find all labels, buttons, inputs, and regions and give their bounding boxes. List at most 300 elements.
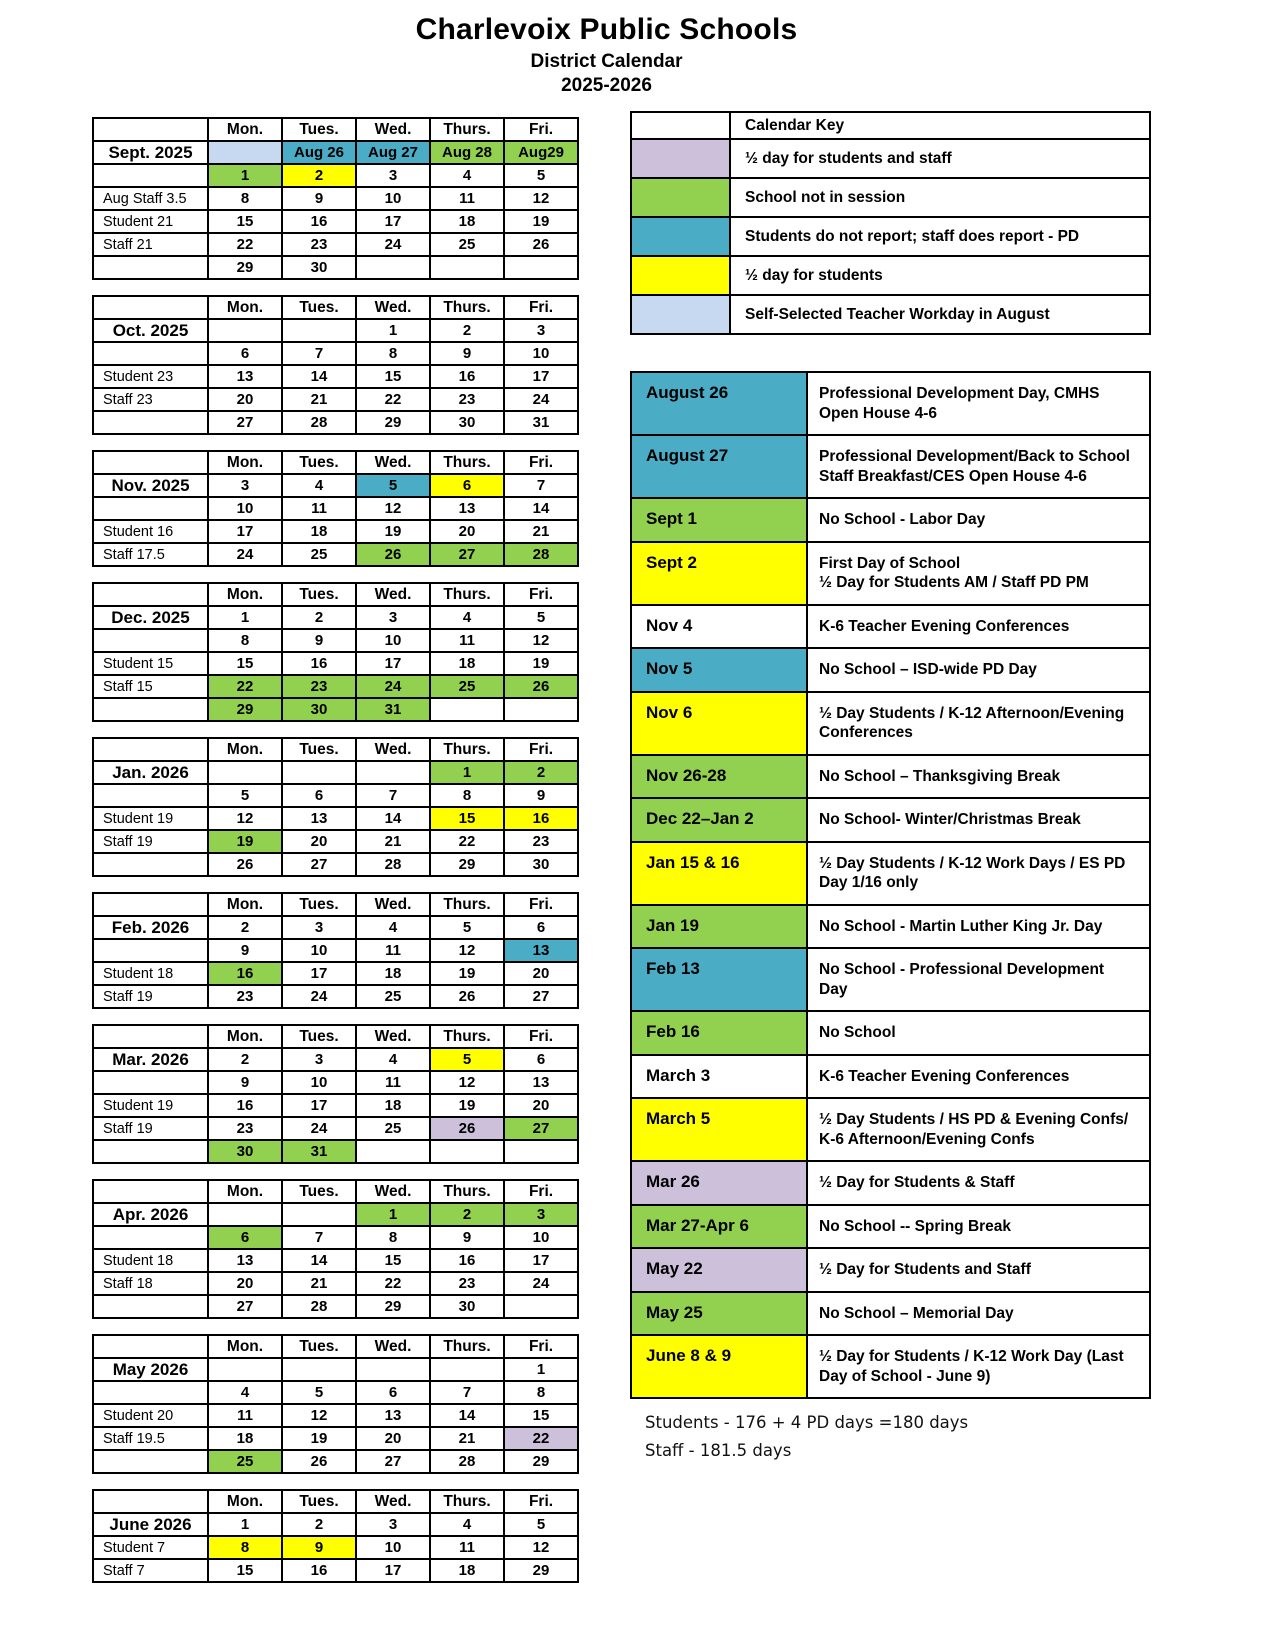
calendar-day-cell: 3	[356, 1513, 430, 1536]
calendar-day-cell: 21	[282, 388, 356, 411]
month-name: Feb. 2026	[93, 916, 208, 939]
row-label	[93, 698, 208, 721]
calendar-day-cell: 20	[208, 388, 282, 411]
calendar-day-cell: 10	[504, 342, 578, 365]
event-date: March 3	[631, 1055, 807, 1099]
calendar-day-cell	[208, 1358, 282, 1381]
calendar-day-cell: 9	[282, 629, 356, 652]
event-date: Nov 26-28	[631, 755, 807, 799]
calendar-day-cell: 22	[430, 830, 504, 853]
month-calendar	[92, 117, 579, 280]
calendar-day-cell	[504, 256, 578, 279]
calendar-day-cell: 1	[208, 164, 282, 187]
calendar-day-cell: 9	[208, 939, 282, 962]
calendar-day-cell: 8	[208, 187, 282, 210]
calendar-day-cell: 11	[430, 1536, 504, 1559]
calendar-day-cell: 23	[430, 1272, 504, 1295]
calendar-day-cell: 19	[356, 520, 430, 543]
row-label: Student 23	[93, 365, 208, 388]
month-calendar	[92, 582, 579, 722]
calendar-day-cell: 26	[430, 985, 504, 1008]
calendar-day-cell: 23	[208, 1117, 282, 1140]
event-description: ½ Day Students / HS PD & Evening Confs/ K-6 Afternoon/Evening Confs	[807, 1098, 1150, 1161]
calendar-day-cell: 30	[282, 256, 356, 279]
calendar-day-cell: 27	[504, 985, 578, 1008]
row-label: Student 20	[93, 1404, 208, 1427]
row-label: Student 19	[93, 807, 208, 830]
day-header: Tues.	[282, 1335, 356, 1358]
calendar-day-cell: 19	[430, 1094, 504, 1117]
month-name: Mar. 2026	[93, 1048, 208, 1071]
calendar-day-cell: 8	[356, 342, 430, 365]
corner-cell	[93, 893, 208, 916]
calendar-day-cell: 20	[430, 520, 504, 543]
calendar-day-cell: 8	[208, 1536, 282, 1559]
key-label: ½ day for students and staff	[730, 139, 1150, 178]
key-color-swatch	[631, 178, 730, 217]
calendar-day-cell: 29	[504, 1450, 578, 1473]
calendar-day-cell: 30	[430, 411, 504, 434]
event-description: Professional Development Day, CMHS Open House 4-6	[807, 372, 1150, 435]
calendar-day-cell	[504, 1295, 578, 1318]
calendar-day-cell: 18	[356, 1094, 430, 1117]
day-header: Tues.	[282, 738, 356, 761]
calendar-day-cell: 27	[208, 1295, 282, 1318]
calendar-day-cell: 10	[208, 497, 282, 520]
key-color-swatch	[631, 217, 730, 256]
key-table	[630, 111, 1151, 335]
month-name: Nov. 2025	[93, 474, 208, 497]
day-header: Thurs.	[430, 451, 504, 474]
calendar-day-cell	[282, 1203, 356, 1226]
calendar-day-cell: 18	[356, 962, 430, 985]
events-table	[630, 371, 1151, 1399]
calendar-day-cell: 22	[356, 1272, 430, 1295]
calendar-day-cell: 2	[282, 606, 356, 629]
month-name: Sept. 2025	[93, 141, 208, 164]
key-label: Students do not report; staff does report - PD	[730, 217, 1150, 256]
corner-cell	[93, 583, 208, 606]
calendar-day-cell: 15	[504, 1404, 578, 1427]
calendar-day-cell: 28	[356, 853, 430, 876]
calendar-day-cell: 2	[208, 916, 282, 939]
event-date: March 5	[631, 1098, 807, 1161]
calendar-day-cell: 25	[356, 985, 430, 1008]
key-color-swatch	[631, 139, 730, 178]
calendar-day-cell	[356, 1358, 430, 1381]
calendar-day-cell: 8	[356, 1226, 430, 1249]
event-description: No School – Memorial Day	[807, 1292, 1150, 1336]
calendar-day-cell: 2	[504, 761, 578, 784]
calendar-day-cell: 17	[282, 1094, 356, 1117]
key-label: ½ day for students	[730, 256, 1150, 295]
calendar-day-cell: 23	[282, 675, 356, 698]
day-header: Tues.	[282, 1490, 356, 1513]
row-label: Student 16	[93, 520, 208, 543]
calendar-day-cell	[208, 1203, 282, 1226]
calendar-day-cell: 31	[282, 1140, 356, 1163]
calendar-day-cell: 5	[282, 1381, 356, 1404]
event-description: No School – ISD-wide PD Day	[807, 648, 1150, 692]
calendar-day-cell: 19	[504, 210, 578, 233]
event-description: ½ Day Students / K-12 Afternoon/Evening Conferences	[807, 692, 1150, 755]
calendar-day-cell: 3	[208, 474, 282, 497]
calendar-day-cell: 31	[356, 698, 430, 721]
calendar-day-cell: 19	[282, 1427, 356, 1450]
calendar-day-cell: 13	[356, 1404, 430, 1427]
calendar-day-cell: 23	[504, 830, 578, 853]
school-name: Charlevoix Public Schools	[415, 13, 798, 46]
row-label: Staff 21	[93, 233, 208, 256]
row-label: Staff 18	[93, 1272, 208, 1295]
row-label: Staff 23	[93, 388, 208, 411]
calendar-day-cell: 12	[430, 1071, 504, 1094]
day-header: Mon.	[208, 1490, 282, 1513]
event-date: August 26	[631, 372, 807, 435]
row-label: Student 19	[93, 1094, 208, 1117]
calendar-day-cell: 14	[282, 1249, 356, 1272]
row-label: Student 18	[93, 962, 208, 985]
event-date: Jan 19	[631, 905, 807, 949]
document-title	[0, 13, 1213, 97]
day-header: Fri.	[504, 1335, 578, 1358]
school-year: 2025-2026	[561, 75, 652, 96]
calendar-day-cell: 6	[504, 916, 578, 939]
calendar-day-cell: 27	[504, 1117, 578, 1140]
calendar-day-cell: 1	[504, 1358, 578, 1381]
row-label: Aug Staff 3.5	[93, 187, 208, 210]
calendar-day-cell: 17	[356, 652, 430, 675]
event-date: Feb 16	[631, 1011, 807, 1055]
calendar-day-cell	[356, 1140, 430, 1163]
day-header: Mon.	[208, 738, 282, 761]
day-header: Thurs.	[430, 1490, 504, 1513]
event-description: No School – Thanksgiving Break	[807, 755, 1150, 799]
calendar-day-cell: 7	[282, 342, 356, 365]
day-header: Thurs.	[430, 296, 504, 319]
calendar-day-cell: 24	[356, 233, 430, 256]
calendar-day-cell: 10	[504, 1226, 578, 1249]
key-label: Self-Selected Teacher Workday in August	[730, 295, 1150, 334]
event-description: ½ Day for Students and Staff	[807, 1248, 1150, 1292]
day-header: Wed.	[356, 1180, 430, 1203]
calendar-day-cell: 9	[282, 1536, 356, 1559]
day-header: Wed.	[356, 893, 430, 916]
day-header: Fri.	[504, 451, 578, 474]
calendar-day-cell: Aug 27	[356, 141, 430, 164]
staff-total: Staff - 181.5 days	[645, 1441, 792, 1460]
month-calendar	[92, 450, 579, 567]
calendar-day-cell: 7	[282, 1226, 356, 1249]
event-date: Nov 5	[631, 648, 807, 692]
row-label	[93, 411, 208, 434]
day-header: Thurs.	[430, 118, 504, 141]
day-header: Mon.	[208, 296, 282, 319]
calendar-day-cell: 26	[430, 1117, 504, 1140]
event-date: Jan 15 & 16	[631, 842, 807, 905]
day-header: Wed.	[356, 738, 430, 761]
calendar-day-cell: 7	[356, 784, 430, 807]
day-header: Mon.	[208, 583, 282, 606]
calendar-day-cell: 2	[208, 1048, 282, 1071]
event-date: May 25	[631, 1292, 807, 1336]
calendar-day-cell: 22	[208, 233, 282, 256]
day-header: Tues.	[282, 451, 356, 474]
calendar-day-cell: 15	[208, 210, 282, 233]
calendar-day-cell: Aug29	[504, 141, 578, 164]
calendar-day-cell: 28	[282, 411, 356, 434]
calendar-day-cell: 24	[504, 1272, 578, 1295]
row-label: Student 15	[93, 652, 208, 675]
calendar-day-cell: 10	[282, 1071, 356, 1094]
day-header: Mon.	[208, 1025, 282, 1048]
calendar-day-cell: 4	[208, 1381, 282, 1404]
month-calendar	[92, 737, 579, 877]
event-date: Sept 2	[631, 542, 807, 605]
row-label: Student 7	[93, 1536, 208, 1559]
calendar-day-cell: 30	[208, 1140, 282, 1163]
row-label	[93, 784, 208, 807]
calendar-column	[92, 117, 579, 1598]
calendar-day-cell: 5	[430, 1048, 504, 1071]
calendar-day-cell: 3	[504, 319, 578, 342]
row-label	[93, 629, 208, 652]
calendar-day-cell: 14	[282, 365, 356, 388]
calendar-day-cell: 4	[356, 916, 430, 939]
calendar-day-cell: 5	[356, 474, 430, 497]
day-header: Thurs.	[430, 1335, 504, 1358]
calendar-day-cell: 21	[282, 1272, 356, 1295]
calendar-day-cell: 23	[208, 985, 282, 1008]
calendar-day-cell	[430, 1140, 504, 1163]
event-date: Nov 4	[631, 605, 807, 649]
day-header: Fri.	[504, 1180, 578, 1203]
calendar-day-cell: 13	[208, 365, 282, 388]
corner-cell	[93, 118, 208, 141]
calendar-day-cell: 8	[430, 784, 504, 807]
event-date: Nov 6	[631, 692, 807, 755]
day-header: Mon.	[208, 1180, 282, 1203]
calendar-day-cell: 3	[282, 1048, 356, 1071]
corner-cell	[93, 296, 208, 319]
calendar-day-cell: 6	[282, 784, 356, 807]
row-label	[93, 164, 208, 187]
calendar-day-cell: 3	[356, 606, 430, 629]
calendar-day-cell	[356, 761, 430, 784]
calendar-day-cell: 1	[208, 606, 282, 629]
calendar-day-cell: 22	[208, 675, 282, 698]
calendar-day-cell: 12	[356, 497, 430, 520]
calendar-day-cell: 7	[430, 1381, 504, 1404]
calendar-day-cell: 21	[356, 830, 430, 853]
calendar-day-cell: 9	[504, 784, 578, 807]
calendar-day-cell: 24	[282, 985, 356, 1008]
month-calendar	[92, 295, 579, 435]
calendar-day-cell: 28	[504, 543, 578, 566]
corner-cell	[93, 1335, 208, 1358]
event-date: Feb 13	[631, 948, 807, 1011]
calendar-day-cell: 4	[356, 1048, 430, 1071]
calendar-day-cell	[208, 761, 282, 784]
event-date: Mar 27-Apr 6	[631, 1205, 807, 1249]
calendar-day-cell: 11	[208, 1404, 282, 1427]
day-totals	[630, 1413, 1151, 1460]
calendar-day-cell: 15	[208, 1559, 282, 1582]
event-date: August 27	[631, 435, 807, 498]
row-label: Student 18	[93, 1249, 208, 1272]
day-header: Tues.	[282, 1025, 356, 1048]
calendar-day-cell: 23	[430, 388, 504, 411]
key-and-events-column	[630, 111, 1151, 1469]
event-date: June 8 & 9	[631, 1335, 807, 1398]
month-name: Apr. 2026	[93, 1203, 208, 1226]
calendar-day-cell: 16	[430, 1249, 504, 1272]
row-label: Staff 19	[93, 985, 208, 1008]
calendar-day-cell: 10	[282, 939, 356, 962]
students-total: Students - 176 + 4 PD days =180 days	[645, 1413, 969, 1432]
row-label: Staff 19	[93, 830, 208, 853]
calendar-day-cell	[282, 761, 356, 784]
calendar-day-cell	[356, 256, 430, 279]
calendar-day-cell: 9	[282, 187, 356, 210]
calendar-day-cell: 19	[430, 962, 504, 985]
calendar-day-cell: 3	[504, 1203, 578, 1226]
event-description: ½ Day Students / K-12 Work Days / ES PD Day 1/16 only	[807, 842, 1150, 905]
day-header: Thurs.	[430, 583, 504, 606]
calendar-day-cell: 16	[282, 1559, 356, 1582]
calendar-day-cell: 20	[504, 1094, 578, 1117]
row-label	[93, 1226, 208, 1249]
corner-cell	[93, 451, 208, 474]
calendar-day-cell: 26	[504, 233, 578, 256]
calendar-day-cell: 16	[504, 807, 578, 830]
day-header: Wed.	[356, 1335, 430, 1358]
event-description: No School - Martin Luther King Jr. Day	[807, 905, 1150, 949]
calendar-day-cell: 9	[430, 1226, 504, 1249]
day-header: Thurs.	[430, 738, 504, 761]
day-header: Wed.	[356, 583, 430, 606]
calendar-day-cell: 13	[282, 807, 356, 830]
calendar-day-cell: 16	[208, 1094, 282, 1117]
row-label	[93, 256, 208, 279]
calendar-day-cell	[430, 698, 504, 721]
calendar-day-cell: 25	[282, 543, 356, 566]
calendar-day-cell: 19	[504, 652, 578, 675]
calendar-day-cell: 1	[430, 761, 504, 784]
calendar-day-cell: 3	[282, 916, 356, 939]
day-header: Wed.	[356, 451, 430, 474]
row-label: Staff 19.5	[93, 1427, 208, 1450]
calendar-day-cell: 2	[282, 164, 356, 187]
month-calendar	[92, 1024, 579, 1164]
calendar-day-cell: 26	[504, 675, 578, 698]
calendar-day-cell: 17	[504, 365, 578, 388]
calendar-day-cell: 2	[282, 1513, 356, 1536]
calendar-day-cell: 10	[356, 187, 430, 210]
calendar-day-cell: 29	[504, 1559, 578, 1582]
calendar-day-cell: 11	[356, 1071, 430, 1094]
month-calendar	[92, 1489, 579, 1583]
calendar-day-cell: 11	[430, 187, 504, 210]
calendar-day-cell: 4	[430, 164, 504, 187]
day-header: Fri.	[504, 118, 578, 141]
calendar-day-cell: 1	[356, 319, 430, 342]
day-header: Wed.	[356, 118, 430, 141]
row-label	[93, 1381, 208, 1404]
calendar-day-cell: 10	[356, 629, 430, 652]
key-color-swatch	[631, 256, 730, 295]
calendar-day-cell: 6	[504, 1048, 578, 1071]
calendar-day-cell: 5	[504, 164, 578, 187]
calendar-day-cell: 25	[430, 233, 504, 256]
calendar-day-cell: 27	[208, 411, 282, 434]
calendar-day-cell: 17	[356, 210, 430, 233]
calendar-day-cell: 23	[282, 233, 356, 256]
calendar-day-cell: 24	[282, 1117, 356, 1140]
calendar-day-cell: Aug 26	[282, 141, 356, 164]
event-description: No School -- Spring Break	[807, 1205, 1150, 1249]
calendar-day-cell: 6	[208, 342, 282, 365]
calendar-day-cell: 25	[208, 1450, 282, 1473]
calendar-day-cell: 26	[208, 853, 282, 876]
row-label: Staff 19	[93, 1117, 208, 1140]
calendar-day-cell: 29	[208, 698, 282, 721]
calendar-day-cell: Aug 28	[430, 141, 504, 164]
calendar-day-cell: 22	[356, 388, 430, 411]
key-color-swatch	[631, 295, 730, 334]
calendar-day-cell: 6	[208, 1226, 282, 1249]
corner-cell	[93, 738, 208, 761]
calendar-day-cell	[208, 141, 282, 164]
calendar-day-cell: 18	[430, 652, 504, 675]
calendar-day-cell	[504, 698, 578, 721]
day-header: Wed.	[356, 1025, 430, 1048]
calendar-day-cell: 11	[356, 939, 430, 962]
day-header: Mon.	[208, 1335, 282, 1358]
calendar-day-cell	[208, 319, 282, 342]
calendar-day-cell	[430, 1358, 504, 1381]
row-label	[93, 939, 208, 962]
calendar-day-cell: 12	[504, 629, 578, 652]
calendar-day-cell: 5	[208, 784, 282, 807]
day-header: Wed.	[356, 296, 430, 319]
calendar-day-cell: 24	[356, 675, 430, 698]
event-description: First Day of School ½ Day for Students AM / Staff PD PM	[807, 542, 1150, 605]
day-header: Thurs.	[430, 893, 504, 916]
day-header: Tues.	[282, 1180, 356, 1203]
calendar-day-cell: 20	[208, 1272, 282, 1295]
calendar-day-cell: 28	[430, 1450, 504, 1473]
day-header: Fri.	[504, 1025, 578, 1048]
calendar-day-cell: 28	[282, 1295, 356, 1318]
day-header: Tues.	[282, 296, 356, 319]
calendar-day-cell: 29	[356, 411, 430, 434]
calendar-day-cell: 2	[430, 319, 504, 342]
calendar-day-cell: 12	[504, 1536, 578, 1559]
calendar-day-cell: 16	[430, 365, 504, 388]
calendar-day-cell: 17	[208, 520, 282, 543]
calendar-day-cell: 20	[356, 1427, 430, 1450]
calendar-day-cell: 2	[430, 1203, 504, 1226]
day-header: Fri.	[504, 893, 578, 916]
calendar-subtitle: District Calendar	[530, 51, 683, 72]
calendar-day-cell: 14	[356, 807, 430, 830]
calendar-day-cell: 24	[208, 543, 282, 566]
calendar-day-cell: 21	[430, 1427, 504, 1450]
calendar-day-cell: 20	[504, 962, 578, 985]
day-header: Fri.	[504, 583, 578, 606]
day-header: Fri.	[504, 738, 578, 761]
